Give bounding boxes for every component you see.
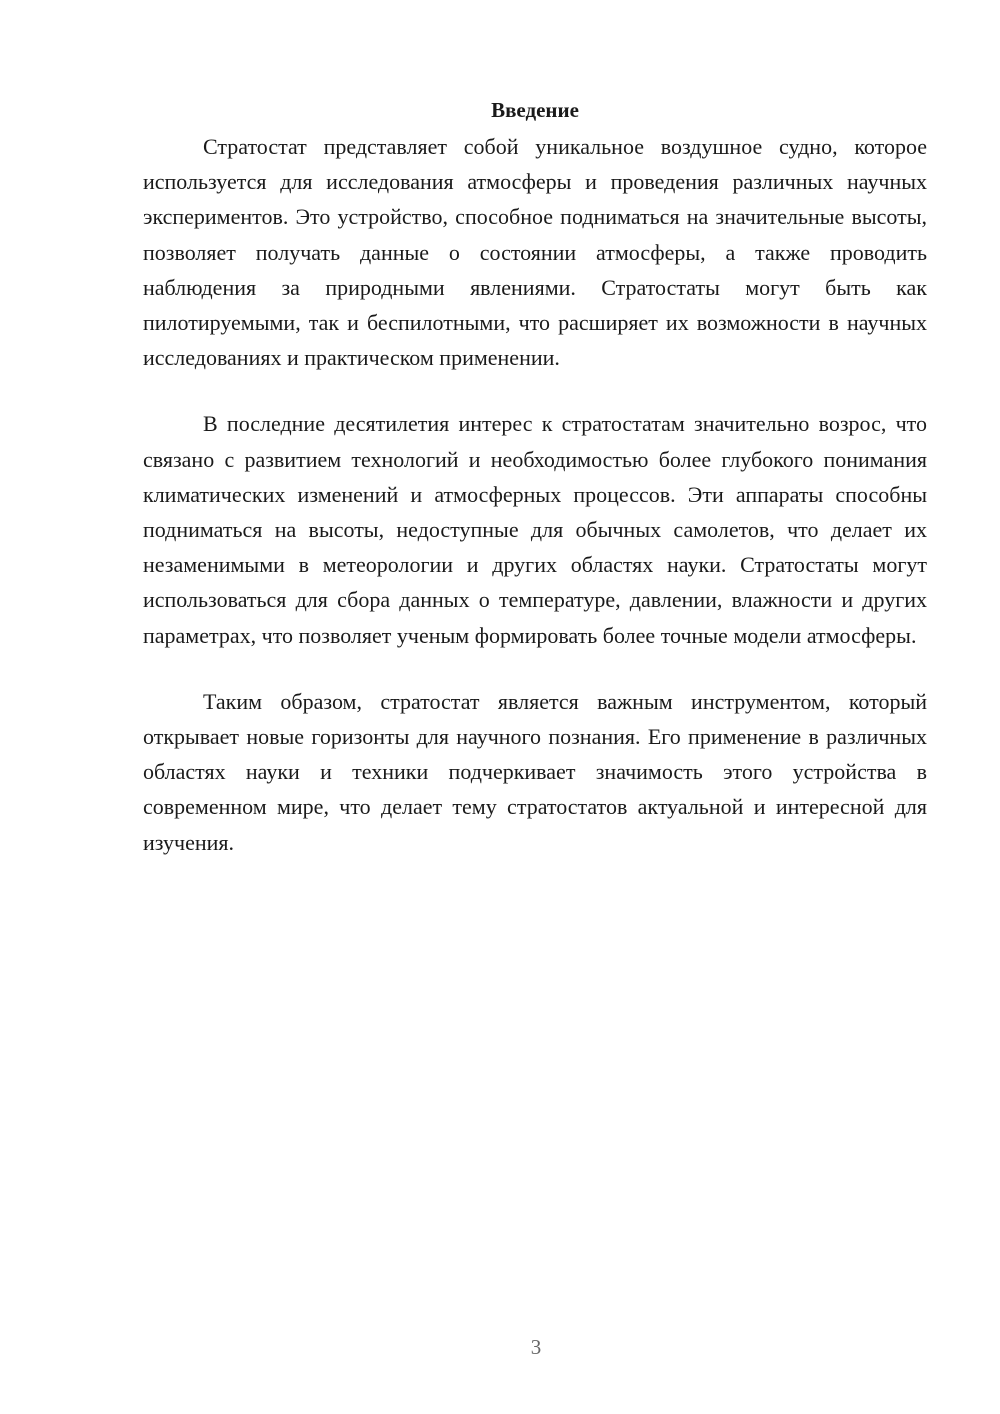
paragraph-1: Стратостат представляет собой уникальное воздушное судно, которое используется для исследования атмосферы и проведения различных научных экспериментов. Это устройство, способное подниматься на значительные высоты, позволяет получать данные о состоянии атмосферы, а также проводить наблюдения за природными явлениями. Стратостаты могут быть как пилотируемыми, так и беспилотными, что расширяет их возможности в научных исследованиях и практическом применении. xyxy=(143,134,927,371)
paragraph-2: В последние десятилетия интерес к стратостатам значительно возрос, что связано с развитием технологий и необходимостью более глубокого понимания климатических изменений и атмосферных процессов. Эти аппараты способны подниматься на высоты, недоступные для обычных самолетов, что делает их незаменимыми в метеорологии и других областях науки. Стратостаты могут использоваться для сбора данных о температуре, давлении, влажности и других параметрах, что позволяет ученым формировать более точные модели атмосферы. xyxy=(143,411,927,648)
section-heading: Введение xyxy=(491,98,579,122)
page-number: 3 xyxy=(530,1335,542,1359)
page-content xyxy=(143,95,927,891)
paragraph-3: Таким образом, стратостат является важным инструментом, который открывает новые горизонты для научного познания. Его применение в различных областях науки и техники подчеркивает значимость этого устройства в современном мире, что делает тему стратостатов актуальной и интересной для изучения. xyxy=(143,688,927,855)
